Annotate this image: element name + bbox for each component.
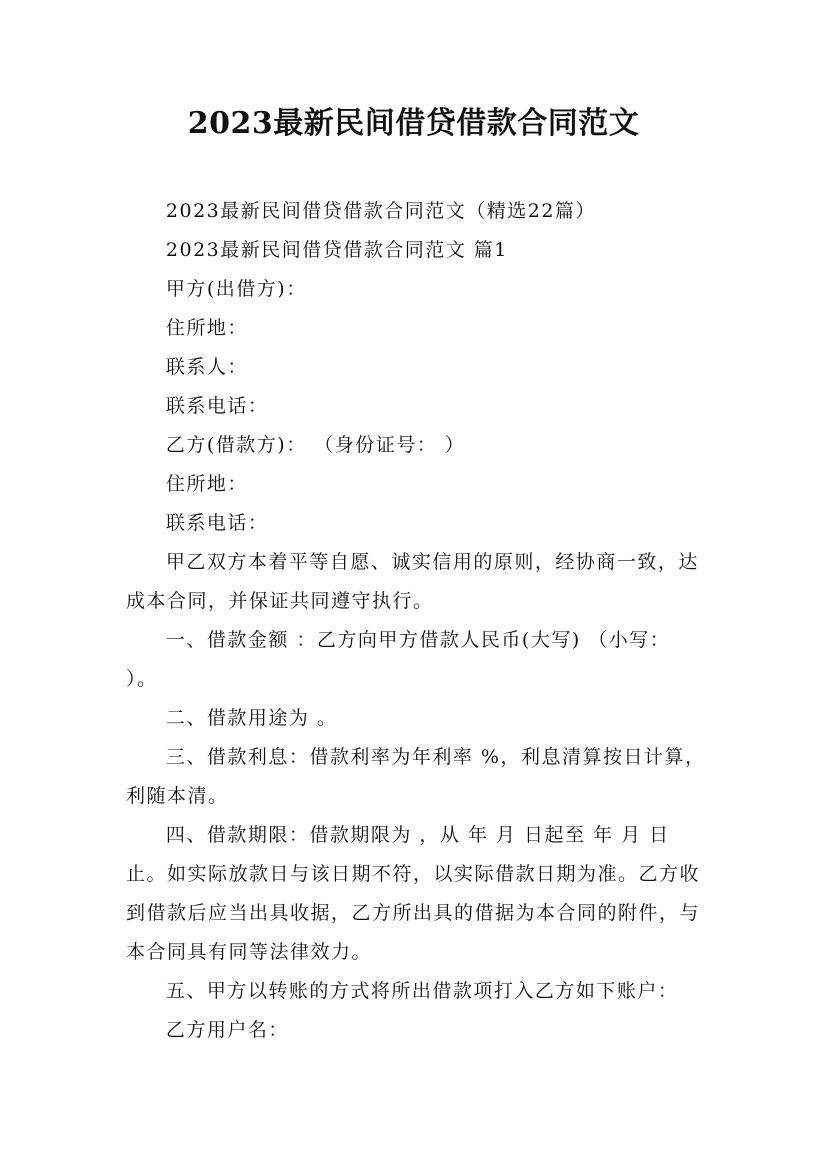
paragraph-party-b-account-name: 乙方用户名： xyxy=(165,1019,289,1041)
paragraph-clause-term: 四、借款期限：借款期限为 ，从 年 月 日起至 年 月 日止。如实际放款日与该日期不符，以实际借款日期为准。乙方收到借款后应当出具收据，乙方所出具的借据为本合同的附件，与本合同具有同等法律效力。 xyxy=(126,824,701,963)
paragraph-party-a-address: 住所地： xyxy=(165,317,248,339)
paragraph-party-a: 甲方(出借方)： xyxy=(165,278,307,300)
paragraph-clause-purpose: 二、借款用途为 。 xyxy=(165,707,338,729)
paragraph-subtitle-collection: 2023最新民间借贷借款合同范文（精选22篇） xyxy=(165,200,596,222)
paragraph-party-a-phone: 联系电话： xyxy=(165,395,269,417)
paragraph-party-b: 乙方(借款方)： （身份证号： ） xyxy=(165,434,466,456)
paragraph-section-heading: 2023最新民间借贷借款合同范文 篇1 xyxy=(165,239,508,261)
paragraph-preamble: 甲乙双方本着平等自愿、诚实信用的原则，经协商一致，达成本合同，并保证共同遵守执行。 xyxy=(126,551,699,612)
paragraph-clause-amount: 一、借款金额 ：乙方向甲方借款人民币(大写) （小写： ）。 xyxy=(126,629,671,690)
paragraph-party-b-phone: 联系电话： xyxy=(165,512,269,534)
document-title: 2023最新民间借贷借款合同范文 xyxy=(187,106,640,141)
paragraph-clause-transfer: 五、甲方以转账的方式将所出借款项打入乙方如下账户： xyxy=(165,980,679,1002)
paragraph-party-a-contact: 联系人： xyxy=(165,356,248,378)
paragraph-party-b-address: 住所地： xyxy=(165,473,248,495)
paragraph-clause-interest: 三、借款利息：借款利率为年利率 %，利息清算按日计算，利随本清。 xyxy=(126,746,706,807)
document-body xyxy=(126,192,708,1050)
